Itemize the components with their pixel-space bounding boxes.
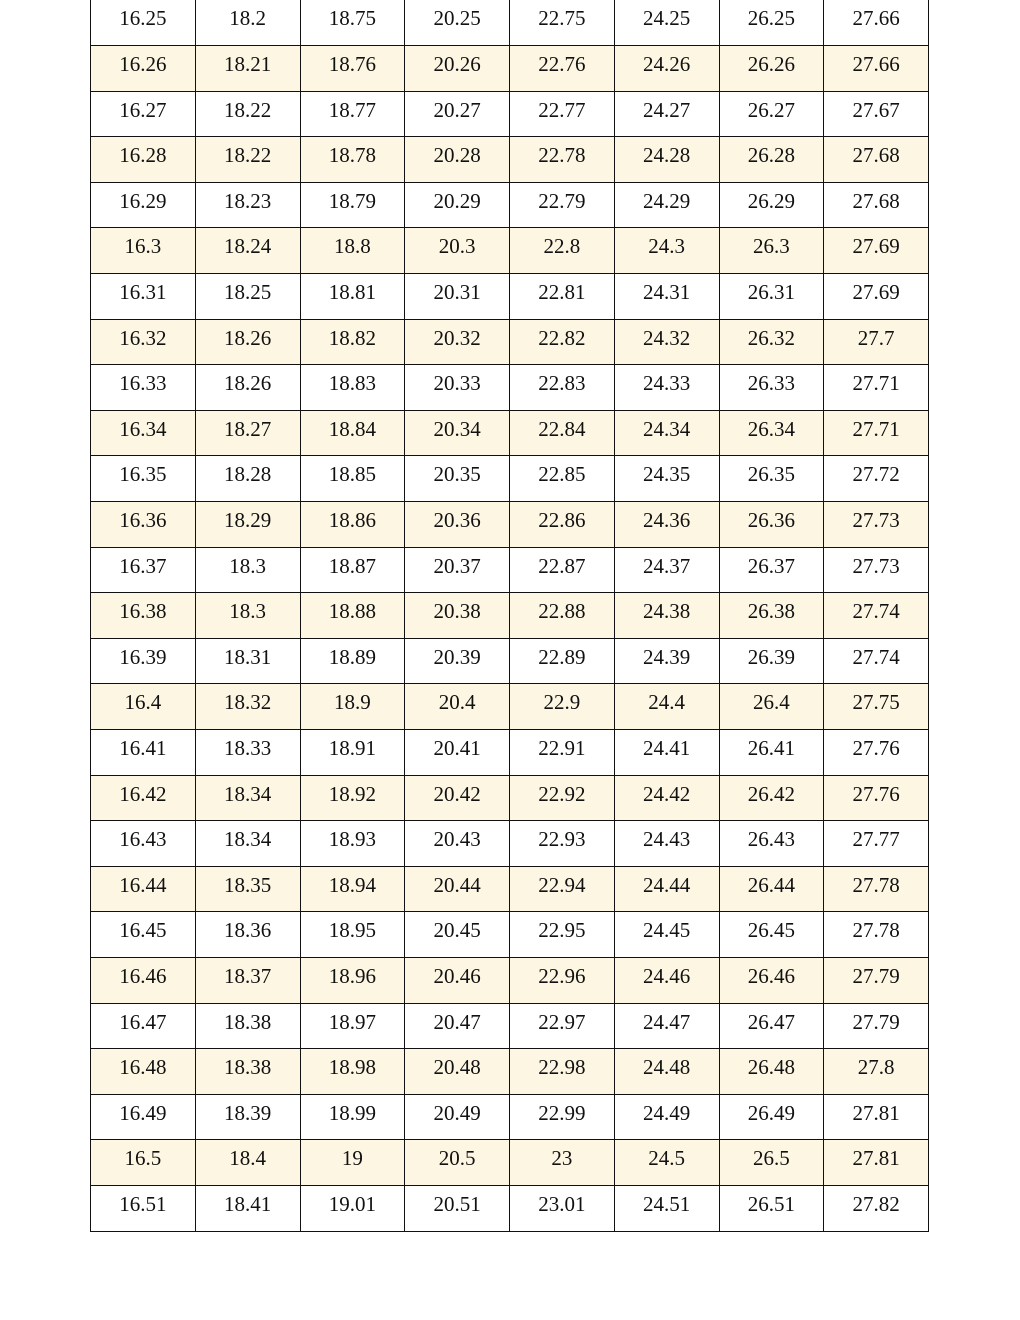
table-cell: 16.48 bbox=[91, 1049, 196, 1095]
table-cell: 22.99 bbox=[510, 1094, 615, 1140]
table-cell: 16.34 bbox=[91, 410, 196, 456]
table-cell: 20.34 bbox=[405, 410, 510, 456]
table-row bbox=[91, 91, 929, 137]
table-cell: 24.3 bbox=[614, 228, 719, 274]
table-cell: 26.27 bbox=[719, 91, 824, 137]
table-cell: 18.92 bbox=[300, 775, 405, 821]
table-row bbox=[91, 684, 929, 730]
table-cell: 22.82 bbox=[510, 319, 615, 365]
table-cell: 20.48 bbox=[405, 1049, 510, 1095]
table-cell: 18.34 bbox=[195, 775, 300, 821]
table-cell: 24.29 bbox=[614, 182, 719, 228]
table-cell: 18.89 bbox=[300, 638, 405, 684]
table-cell: 26.32 bbox=[719, 319, 824, 365]
table-cell: 22.94 bbox=[510, 866, 615, 912]
table-cell: 18.2 bbox=[195, 0, 300, 46]
table-cell: 16.49 bbox=[91, 1094, 196, 1140]
table-cell: 24.28 bbox=[614, 137, 719, 183]
table-cell: 27.81 bbox=[824, 1140, 929, 1186]
table-cell: 22.96 bbox=[510, 957, 615, 1003]
table-cell: 24.34 bbox=[614, 410, 719, 456]
table-cell: 20.3 bbox=[405, 228, 510, 274]
table-cell: 26.36 bbox=[719, 502, 824, 548]
table-cell: 22.88 bbox=[510, 593, 615, 639]
table-cell: 27.79 bbox=[824, 957, 929, 1003]
table-cell: 23 bbox=[510, 1140, 615, 1186]
table-row bbox=[91, 410, 929, 456]
table-cell: 19.01 bbox=[300, 1185, 405, 1231]
table-cell: 27.78 bbox=[824, 866, 929, 912]
table-row bbox=[91, 730, 929, 776]
table-cell: 26.35 bbox=[719, 456, 824, 502]
table-cell: 22.92 bbox=[510, 775, 615, 821]
table-cell: 20.27 bbox=[405, 91, 510, 137]
table-cell: 16.28 bbox=[91, 137, 196, 183]
table-cell: 16.43 bbox=[91, 821, 196, 867]
table-cell: 18.3 bbox=[195, 547, 300, 593]
table-cell: 26.39 bbox=[719, 638, 824, 684]
table-cell: 22.8 bbox=[510, 228, 615, 274]
table-cell: 26.41 bbox=[719, 730, 824, 776]
table-cell: 20.47 bbox=[405, 1003, 510, 1049]
table-cell: 24.4 bbox=[614, 684, 719, 730]
data-table-container bbox=[90, 0, 929, 1232]
table-cell: 27.8 bbox=[824, 1049, 929, 1095]
table-cell: 18.95 bbox=[300, 912, 405, 958]
table-cell: 18.28 bbox=[195, 456, 300, 502]
table-cell: 22.75 bbox=[510, 0, 615, 46]
table-cell: 18.29 bbox=[195, 502, 300, 548]
table-cell: 18.85 bbox=[300, 456, 405, 502]
table-cell: 27.78 bbox=[824, 912, 929, 958]
table-cell: 18.99 bbox=[300, 1094, 405, 1140]
table-cell: 24.25 bbox=[614, 0, 719, 46]
table-cell: 27.73 bbox=[824, 547, 929, 593]
table-cell: 27.73 bbox=[824, 502, 929, 548]
table-cell: 26.47 bbox=[719, 1003, 824, 1049]
table-cell: 22.86 bbox=[510, 502, 615, 548]
table-cell: 22.84 bbox=[510, 410, 615, 456]
table-cell: 18.22 bbox=[195, 91, 300, 137]
table-row bbox=[91, 1049, 929, 1095]
table-cell: 16.42 bbox=[91, 775, 196, 821]
table-cell: 16.4 bbox=[91, 684, 196, 730]
table-cell: 27.74 bbox=[824, 638, 929, 684]
table-cell: 16.51 bbox=[91, 1185, 196, 1231]
table-cell: 27.68 bbox=[824, 182, 929, 228]
table-cell: 20.5 bbox=[405, 1140, 510, 1186]
table-cell: 20.25 bbox=[405, 0, 510, 46]
table-cell: 18.81 bbox=[300, 274, 405, 320]
table-cell: 18.27 bbox=[195, 410, 300, 456]
table-cell: 22.89 bbox=[510, 638, 615, 684]
table-cell: 18.39 bbox=[195, 1094, 300, 1140]
table-cell: 26.34 bbox=[719, 410, 824, 456]
table-cell: 20.39 bbox=[405, 638, 510, 684]
table-cell: 16.46 bbox=[91, 957, 196, 1003]
table-cell: 26.37 bbox=[719, 547, 824, 593]
table-cell: 27.68 bbox=[824, 137, 929, 183]
table-row bbox=[91, 912, 929, 958]
table-cell: 18.94 bbox=[300, 866, 405, 912]
table-cell: 20.28 bbox=[405, 137, 510, 183]
table-cell: 27.71 bbox=[824, 410, 929, 456]
table-cell: 20.33 bbox=[405, 365, 510, 411]
table-cell: 24.48 bbox=[614, 1049, 719, 1095]
table-cell: 20.31 bbox=[405, 274, 510, 320]
table-cell: 24.36 bbox=[614, 502, 719, 548]
table-cell: 20.43 bbox=[405, 821, 510, 867]
table-cell: 27.69 bbox=[824, 274, 929, 320]
table-cell: 18.31 bbox=[195, 638, 300, 684]
table-cell: 27.76 bbox=[824, 775, 929, 821]
table-cell: 27.77 bbox=[824, 821, 929, 867]
table-cell: 18.77 bbox=[300, 91, 405, 137]
table-row bbox=[91, 1003, 929, 1049]
table-cell: 20.41 bbox=[405, 730, 510, 776]
table-cell: 24.38 bbox=[614, 593, 719, 639]
table-cell: 24.45 bbox=[614, 912, 719, 958]
table-cell: 16.39 bbox=[91, 638, 196, 684]
table-cell: 24.5 bbox=[614, 1140, 719, 1186]
table-row bbox=[91, 46, 929, 92]
table-cell: 18.82 bbox=[300, 319, 405, 365]
table-cell: 16.32 bbox=[91, 319, 196, 365]
table-cell: 20.51 bbox=[405, 1185, 510, 1231]
table-cell: 22.91 bbox=[510, 730, 615, 776]
table-cell: 16.47 bbox=[91, 1003, 196, 1049]
table-cell: 27.72 bbox=[824, 456, 929, 502]
table-cell: 16.29 bbox=[91, 182, 196, 228]
table-row bbox=[91, 182, 929, 228]
table-row bbox=[91, 593, 929, 639]
table-cell: 16.27 bbox=[91, 91, 196, 137]
table-cell: 20.36 bbox=[405, 502, 510, 548]
table-row bbox=[91, 547, 929, 593]
table-cell: 23.01 bbox=[510, 1185, 615, 1231]
table-cell: 26.3 bbox=[719, 228, 824, 274]
table-cell: 18.26 bbox=[195, 365, 300, 411]
table-cell: 27.76 bbox=[824, 730, 929, 776]
table-cell: 24.26 bbox=[614, 46, 719, 92]
table-cell: 18.83 bbox=[300, 365, 405, 411]
table-cell: 26.46 bbox=[719, 957, 824, 1003]
table-cell: 26.33 bbox=[719, 365, 824, 411]
table-cell: 16.44 bbox=[91, 866, 196, 912]
table-cell: 16.25 bbox=[91, 0, 196, 46]
table-cell: 27.69 bbox=[824, 228, 929, 274]
table-cell: 26.31 bbox=[719, 274, 824, 320]
table-cell: 20.49 bbox=[405, 1094, 510, 1140]
table-cell: 18.96 bbox=[300, 957, 405, 1003]
table-cell: 26.44 bbox=[719, 866, 824, 912]
table-cell: 16.26 bbox=[91, 46, 196, 92]
table-cell: 18.86 bbox=[300, 502, 405, 548]
table-cell: 26.4 bbox=[719, 684, 824, 730]
table-row bbox=[91, 821, 929, 867]
table-cell: 22.81 bbox=[510, 274, 615, 320]
table-row bbox=[91, 775, 929, 821]
table-cell: 16.3 bbox=[91, 228, 196, 274]
table-cell: 18.93 bbox=[300, 821, 405, 867]
table-cell: 22.85 bbox=[510, 456, 615, 502]
table-cell: 18.75 bbox=[300, 0, 405, 46]
table-cell: 16.33 bbox=[91, 365, 196, 411]
table-cell: 18.78 bbox=[300, 137, 405, 183]
table-cell: 18.25 bbox=[195, 274, 300, 320]
table-cell: 18.26 bbox=[195, 319, 300, 365]
table-row bbox=[91, 1140, 929, 1186]
table-cell: 22.97 bbox=[510, 1003, 615, 1049]
table-cell: 26.29 bbox=[719, 182, 824, 228]
table-cell: 20.45 bbox=[405, 912, 510, 958]
table-cell: 24.35 bbox=[614, 456, 719, 502]
table-cell: 18.4 bbox=[195, 1140, 300, 1186]
table-cell: 24.43 bbox=[614, 821, 719, 867]
table-cell: 20.44 bbox=[405, 866, 510, 912]
table-cell: 18.9 bbox=[300, 684, 405, 730]
table-row bbox=[91, 502, 929, 548]
table-cell: 26.5 bbox=[719, 1140, 824, 1186]
table-cell: 18.3 bbox=[195, 593, 300, 639]
table-cell: 27.7 bbox=[824, 319, 929, 365]
table-cell: 27.81 bbox=[824, 1094, 929, 1140]
table-cell: 24.42 bbox=[614, 775, 719, 821]
table-cell: 26.45 bbox=[719, 912, 824, 958]
table-cell: 26.38 bbox=[719, 593, 824, 639]
table-cell: 24.49 bbox=[614, 1094, 719, 1140]
table-cell: 26.42 bbox=[719, 775, 824, 821]
table-cell: 24.37 bbox=[614, 547, 719, 593]
table-cell: 16.35 bbox=[91, 456, 196, 502]
table-cell: 18.33 bbox=[195, 730, 300, 776]
table-cell: 27.71 bbox=[824, 365, 929, 411]
table-row bbox=[91, 1185, 929, 1231]
table-cell: 22.79 bbox=[510, 182, 615, 228]
table-cell: 24.27 bbox=[614, 91, 719, 137]
table-cell: 27.74 bbox=[824, 593, 929, 639]
table-cell: 18.36 bbox=[195, 912, 300, 958]
table-cell: 26.51 bbox=[719, 1185, 824, 1231]
table-cell: 16.41 bbox=[91, 730, 196, 776]
data-table bbox=[90, 0, 929, 1232]
table-cell: 20.35 bbox=[405, 456, 510, 502]
table-cell: 18.23 bbox=[195, 182, 300, 228]
table-row bbox=[91, 456, 929, 502]
table-cell: 26.49 bbox=[719, 1094, 824, 1140]
table-cell: 18.88 bbox=[300, 593, 405, 639]
table-cell: 22.78 bbox=[510, 137, 615, 183]
table-row bbox=[91, 957, 929, 1003]
table-row bbox=[91, 0, 929, 46]
table-cell: 18.24 bbox=[195, 228, 300, 274]
table-cell: 18.34 bbox=[195, 821, 300, 867]
table-cell: 24.33 bbox=[614, 365, 719, 411]
table-cell: 24.46 bbox=[614, 957, 719, 1003]
table-cell: 20.32 bbox=[405, 319, 510, 365]
table-cell: 24.47 bbox=[614, 1003, 719, 1049]
table-cell: 22.93 bbox=[510, 821, 615, 867]
table-cell: 19 bbox=[300, 1140, 405, 1186]
table-cell: 26.25 bbox=[719, 0, 824, 46]
table-cell: 18.76 bbox=[300, 46, 405, 92]
table-cell: 27.82 bbox=[824, 1185, 929, 1231]
table-cell: 20.46 bbox=[405, 957, 510, 1003]
table-cell: 18.87 bbox=[300, 547, 405, 593]
table-cell: 18.21 bbox=[195, 46, 300, 92]
table-row bbox=[91, 228, 929, 274]
table-cell: 18.84 bbox=[300, 410, 405, 456]
table-row bbox=[91, 274, 929, 320]
table-cell: 22.87 bbox=[510, 547, 615, 593]
table-cell: 27.66 bbox=[824, 0, 929, 46]
table-cell: 18.32 bbox=[195, 684, 300, 730]
table-cell: 22.76 bbox=[510, 46, 615, 92]
table-row bbox=[91, 137, 929, 183]
table-cell: 20.42 bbox=[405, 775, 510, 821]
table-cell: 18.37 bbox=[195, 957, 300, 1003]
table-cell: 24.39 bbox=[614, 638, 719, 684]
table-cell: 22.77 bbox=[510, 91, 615, 137]
table-cell: 18.41 bbox=[195, 1185, 300, 1231]
table-row bbox=[91, 866, 929, 912]
table-cell: 18.38 bbox=[195, 1049, 300, 1095]
table-cell: 18.91 bbox=[300, 730, 405, 776]
table-cell: 22.83 bbox=[510, 365, 615, 411]
table-cell: 20.37 bbox=[405, 547, 510, 593]
table-cell: 22.98 bbox=[510, 1049, 615, 1095]
table-cell: 18.35 bbox=[195, 866, 300, 912]
table-cell: 24.32 bbox=[614, 319, 719, 365]
table-cell: 26.48 bbox=[719, 1049, 824, 1095]
table-cell: 26.26 bbox=[719, 46, 824, 92]
table-cell: 16.31 bbox=[91, 274, 196, 320]
table-cell: 18.22 bbox=[195, 137, 300, 183]
table-cell: 16.37 bbox=[91, 547, 196, 593]
table-row bbox=[91, 638, 929, 684]
table-cell: 27.75 bbox=[824, 684, 929, 730]
table-cell: 18.97 bbox=[300, 1003, 405, 1049]
table-row bbox=[91, 1094, 929, 1140]
table-cell: 18.98 bbox=[300, 1049, 405, 1095]
table-cell: 18.79 bbox=[300, 182, 405, 228]
table-row bbox=[91, 365, 929, 411]
table-cell: 22.9 bbox=[510, 684, 615, 730]
table-cell: 18.8 bbox=[300, 228, 405, 274]
table-cell: 27.67 bbox=[824, 91, 929, 137]
table-cell: 20.26 bbox=[405, 46, 510, 92]
table-cell: 20.29 bbox=[405, 182, 510, 228]
table-cell: 18.38 bbox=[195, 1003, 300, 1049]
table-cell: 24.44 bbox=[614, 866, 719, 912]
table-cell: 20.38 bbox=[405, 593, 510, 639]
table-cell: 27.66 bbox=[824, 46, 929, 92]
table-cell: 16.36 bbox=[91, 502, 196, 548]
table-cell: 16.45 bbox=[91, 912, 196, 958]
table-cell: 27.79 bbox=[824, 1003, 929, 1049]
table-cell: 22.95 bbox=[510, 912, 615, 958]
data-table-body bbox=[91, 0, 929, 1231]
table-cell: 24.51 bbox=[614, 1185, 719, 1231]
table-cell: 24.31 bbox=[614, 274, 719, 320]
table-cell: 26.43 bbox=[719, 821, 824, 867]
table-cell: 20.4 bbox=[405, 684, 510, 730]
table-cell: 26.28 bbox=[719, 137, 824, 183]
table-cell: 16.5 bbox=[91, 1140, 196, 1186]
table-row bbox=[91, 319, 929, 365]
table-cell: 24.41 bbox=[614, 730, 719, 776]
table-cell: 16.38 bbox=[91, 593, 196, 639]
